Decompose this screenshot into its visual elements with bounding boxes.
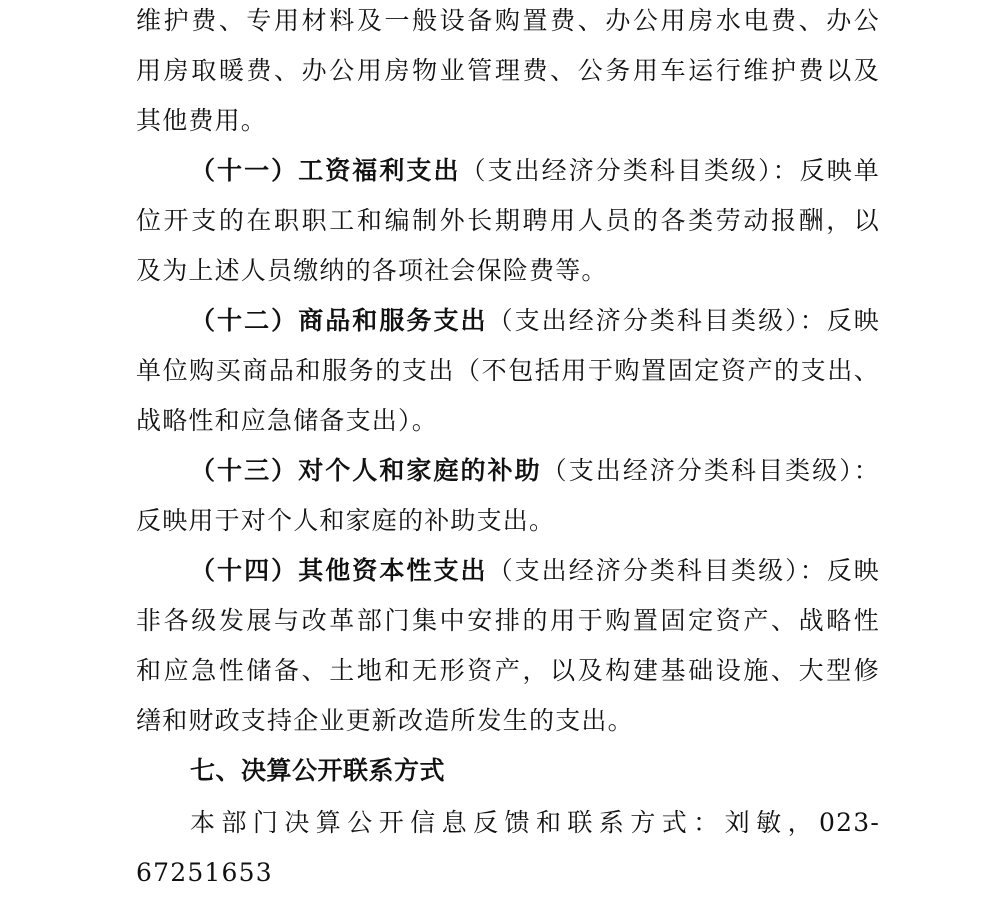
paragraph-11-text: （支出经济分类科目类级）：反映单 [460, 156, 880, 185]
body-text-line: 用房取暖费、办公用房物业管理费、公务用车运行维护费以及 [136, 56, 880, 85]
paragraph-12-title: （十二）商品和服务支出 [190, 306, 488, 335]
paragraph-11-title: （十一）工资福利支出 [190, 156, 461, 185]
contact-phone-continuation: 67251653 [136, 858, 273, 887]
contact-line: 本部门决算公开信息反馈和联系方式：刘敏，023- [190, 808, 880, 837]
section-heading: 七、决算公开联系方式 [190, 756, 446, 785]
body-text-line: 位开支的在职职工和编制外长期聘用人员的各类劳动报酬，以 [136, 206, 880, 235]
paragraph-14-first-line [190, 546, 880, 596]
body-text-line: 及为上述人员缴纳的各项社会保险费等。 [136, 256, 608, 285]
body-text-line: 战略性和应急储备支出）。 [136, 406, 438, 435]
paragraph-12-first-line [190, 296, 880, 346]
body-text-line: 缮和财政支持企业更新改造所发生的支出。 [136, 706, 634, 735]
body-text-line: 反映用于对个人和家庭的补助支出。 [136, 506, 556, 535]
paragraph-13-text: （支出经济分类科目类级）： [541, 456, 880, 485]
paragraph-14-title: （十四）其他资本性支出 [190, 556, 488, 585]
paragraph-13-title: （十三）对个人和家庭的补助 [190, 456, 542, 485]
paragraph-12-text: （支出经济分类科目类级）：反映 [487, 306, 880, 335]
body-text-line: 非各级发展与改革部门集中安排的用于购置固定资产、战略性 [136, 606, 880, 635]
paragraph-11-first-line [190, 146, 880, 196]
paragraph-13-first-line [190, 446, 880, 496]
body-text-line: 单位购买商品和服务的支出（不包括用于购置固定资产的支出、 [136, 356, 880, 385]
body-text-line: 其他费用。 [136, 106, 268, 135]
paragraph-14-text: （支出经济分类科目类级）：反映 [487, 556, 880, 585]
body-text-line: 和应急性储备、土地和无形资产，以及构建基础设施、大型修 [136, 656, 880, 685]
body-text-line: 维护费、专用材料及一般设备购置费、办公用房水电费、办公 [136, 6, 880, 35]
